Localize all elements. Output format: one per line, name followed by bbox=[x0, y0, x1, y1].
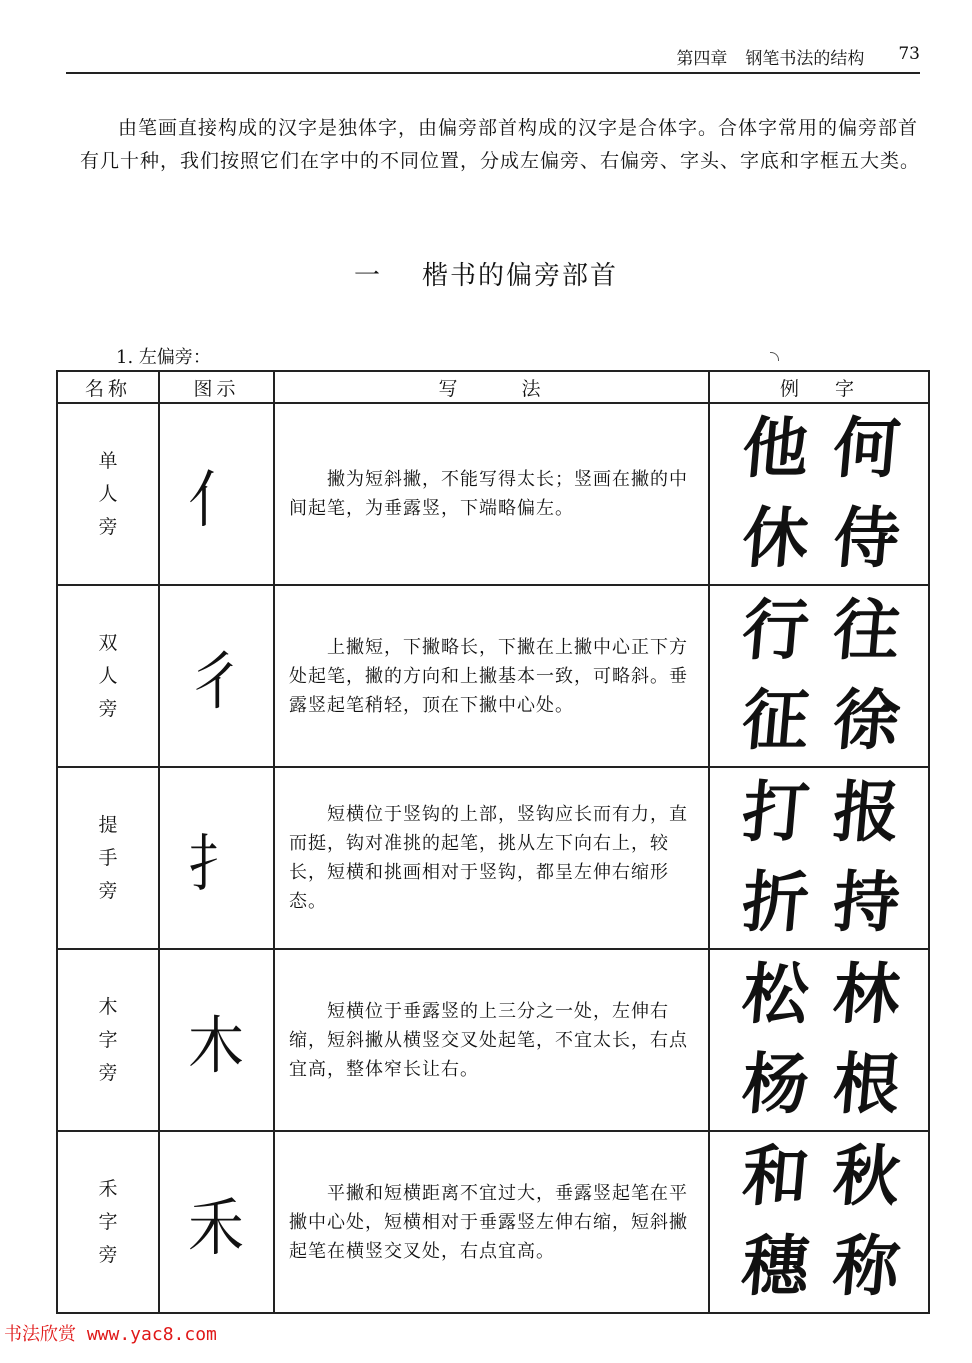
section-heading bbox=[0, 255, 972, 292]
radical-name: 禾 字 旁 bbox=[57, 1131, 159, 1313]
writing-method: 上撇短，下撇略长，下撇在上撇中心正下方处起笔，撇的方向和上撇基本一致，可略斜。垂露竖起笔稍轻，顶在下撇中心处。 bbox=[274, 585, 709, 767]
section-number: 一 bbox=[353, 261, 382, 291]
radical-name: 提 手 旁 bbox=[57, 767, 159, 949]
writing-method: 平撇和短横距离不宜过大，垂露竖起笔在平撇中心处，短横相对于垂露竖左伸右缩，短斜撇起笔在横竖交叉处，右点宜高。 bbox=[274, 1131, 709, 1313]
pencil-mark bbox=[770, 352, 779, 361]
chapter-title: 钢笔书法的结构 bbox=[745, 49, 865, 69]
section-title: 楷书的偏旁部首 bbox=[422, 261, 619, 291]
radical-figure: 亻 bbox=[159, 403, 274, 585]
intro-paragraph: 由笔画直接构成的汉字是独体字，由偏旁部首构成的汉字是合体字。合体字常用的偏旁部首有几十种，我们按照它们在字中的不同位置，分成左偏旁、右偏旁、字头、字底和字框五大类。 bbox=[80, 117, 921, 172]
header-writing-method: 写 法 bbox=[274, 371, 709, 403]
radicals-table bbox=[56, 370, 930, 1314]
header-figure: 图示 bbox=[159, 371, 274, 403]
header-examples: 例 字 bbox=[709, 371, 929, 403]
running-header bbox=[66, 44, 920, 74]
example-characters: 行 往 征 徐 bbox=[709, 585, 929, 767]
radical-figure: 木 bbox=[159, 949, 274, 1131]
example-characters: 他 何 休 侍 bbox=[709, 403, 929, 585]
table-header-row bbox=[57, 371, 929, 403]
radical-name: 木 字 旁 bbox=[57, 949, 159, 1131]
radical-figure: 扌 bbox=[159, 767, 274, 949]
subsection-label: 1. 左偏旁： bbox=[116, 347, 211, 368]
example-characters: 松 林 杨 根 bbox=[709, 949, 929, 1131]
header-name: 名称 bbox=[57, 371, 159, 403]
table-row bbox=[57, 585, 929, 767]
table-row bbox=[57, 767, 929, 949]
table-row bbox=[57, 403, 929, 585]
intro-paragraph-block bbox=[80, 112, 920, 178]
writing-method: 撇为短斜撇，不能写得太长；竖画在撇的中间起笔，为垂露竖，下端略偏左。 bbox=[274, 403, 709, 585]
site-watermark: 书法欣赏 www.yac8.com bbox=[4, 1324, 217, 1345]
radical-name: 单 人 旁 bbox=[57, 403, 159, 585]
table-row bbox=[57, 949, 929, 1131]
example-characters: 和 秋 穗 称 bbox=[709, 1131, 929, 1313]
page-number: 73 bbox=[898, 44, 920, 64]
table-row bbox=[57, 1131, 929, 1313]
example-characters: 打 报 折 持 bbox=[709, 767, 929, 949]
radical-figure: 禾 bbox=[159, 1131, 274, 1313]
radical-name: 双 人 旁 bbox=[57, 585, 159, 767]
radical-figure: 彳 bbox=[159, 585, 274, 767]
chapter-number: 第四章 bbox=[676, 49, 728, 69]
writing-method: 短横位于垂露竖的上三分之一处，左伸右缩，短斜撇从横竖交叉处起笔，不宜太长，右点宜高，整体窄长让右。 bbox=[274, 949, 709, 1131]
writing-method: 短横位于竖钩的上部，竖钩应长而有力，直而挺，钩对准挑的起笔，挑从左下向右上，较长，短横和挑画相对于竖钩，都呈左伸右缩形态。 bbox=[274, 767, 709, 949]
